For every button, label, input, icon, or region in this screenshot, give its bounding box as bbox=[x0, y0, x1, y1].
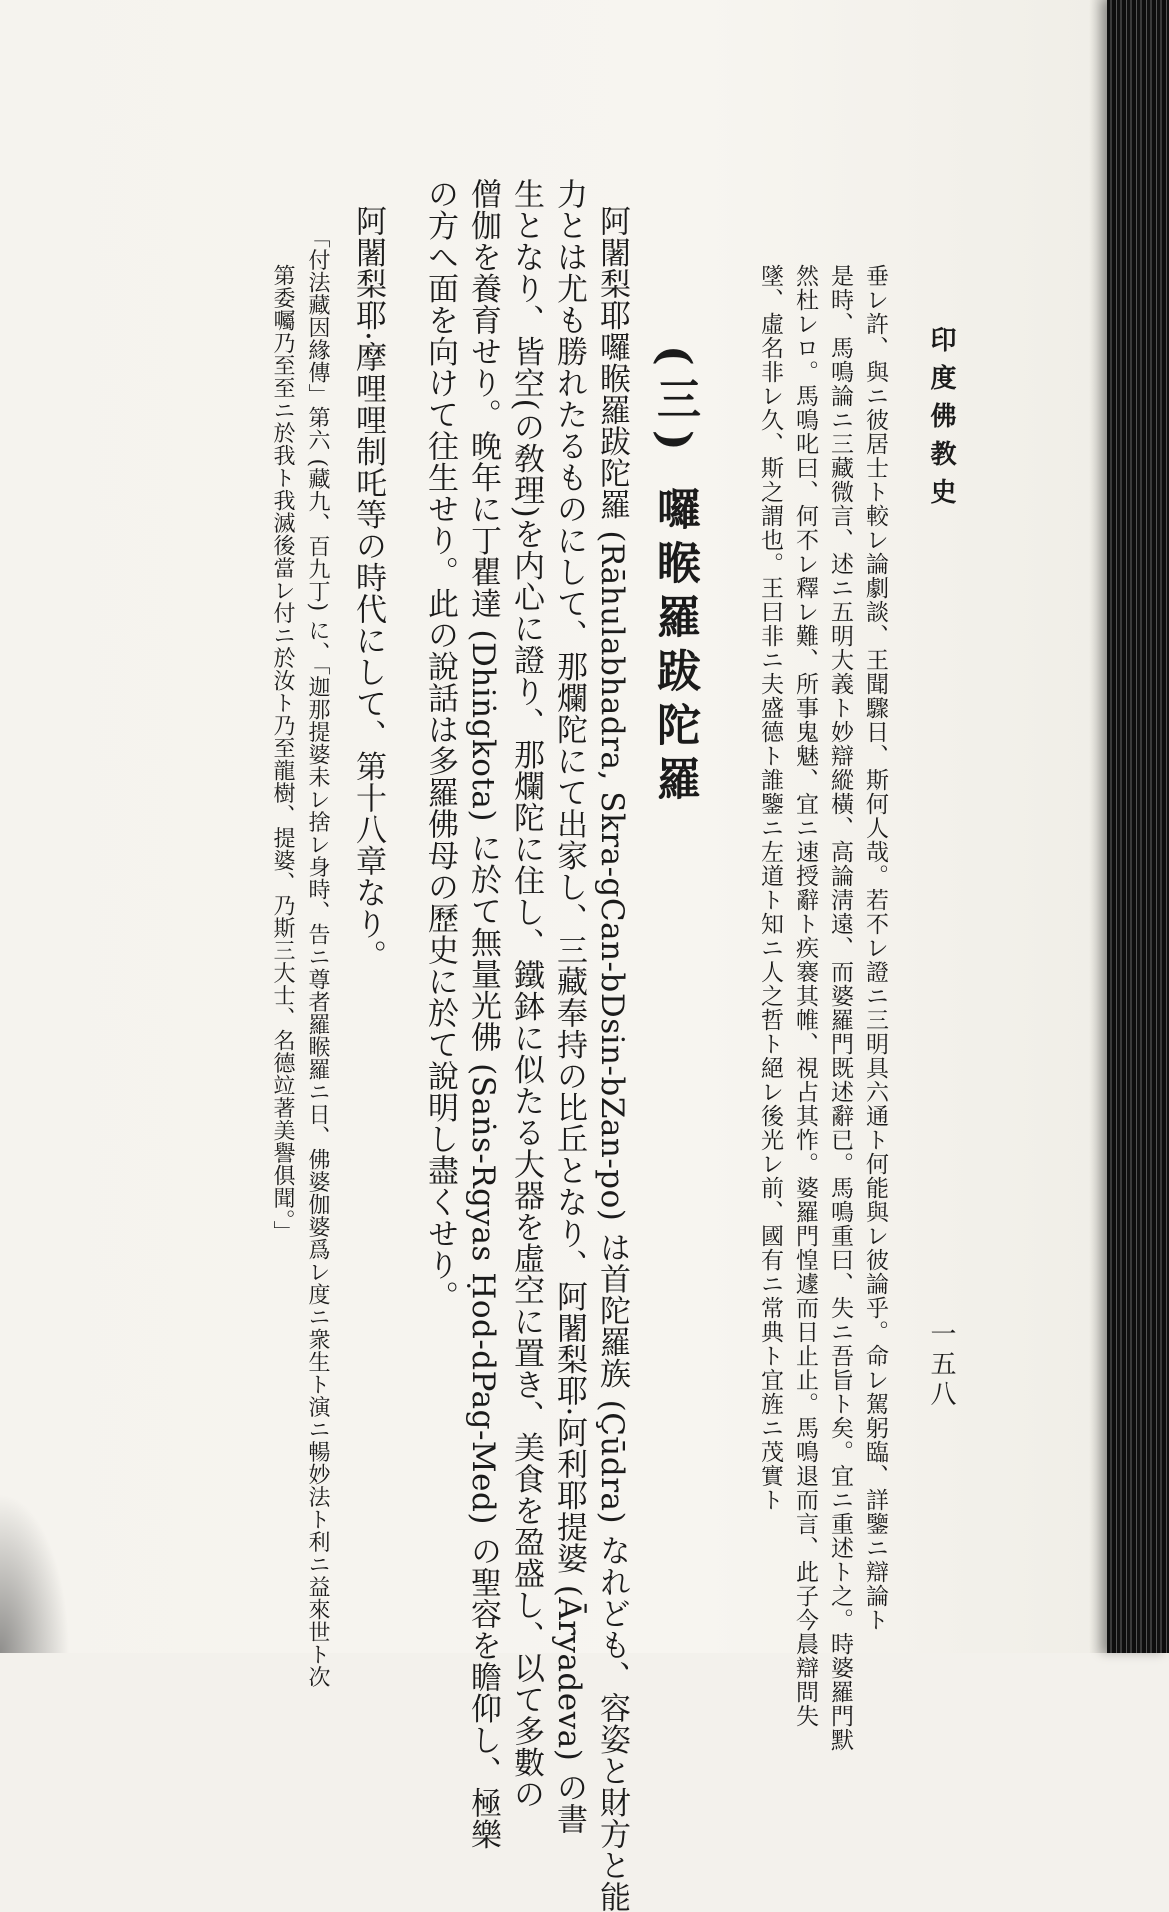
body-line: 生となり、皆空(の敎理)を内心に證り、那爛陀に住し、鐵鉢に似たる大器を虛空に置き、美食を盈盛し、以て多數の bbox=[508, 178, 544, 1810]
page-number: 一五八 bbox=[926, 1320, 956, 1410]
body-line: 阿闍梨耶囉睺羅跋陀羅 (Rāhulabhadra, Skra-gCan-bDsin-bZan-po) は首陀羅族 (Çūdra) なれども、容姿と財方と能 bbox=[594, 205, 630, 1912]
scan-smudge bbox=[0, 1493, 70, 1653]
footnote-line: 第委囑乃至至ニ於我ト我滅後當レ付ニ於汝ト乃至龍樹、提婆、乃斯三大士、名德竝著美譽俱聞。」 bbox=[270, 264, 295, 1243]
binding-shadow bbox=[1089, 0, 1107, 1653]
quote-line: 垂レ許、與ニ彼居士ト較レ論劇談、王聞驟日、斯何人哉。若不レ證ニ三明具六通ト何能與レ彼論乎。命レ駕躬臨、詳鑒ニ辯論ト bbox=[862, 264, 888, 1632]
footnote-line: 「付法藏因緣傳」第六 (藏九、百九丁) に、「迦那提婆未レ捨レ身時、告ニ尊者羅睺羅ニ日、佛婆伽婆爲レ度ニ衆生ト演ニ暢妙法ト利ニ益來世ト次 bbox=[305, 226, 330, 1689]
book-binding-edge bbox=[1107, 0, 1169, 1653]
body-line: 阿闍梨耶·摩哩哩制吒等の時代にして、第十八章なり。 bbox=[350, 205, 386, 972]
body-line: 力とは尤も勝れたるものにして、那爛陀にて出家し、三藏奉持の比丘となり、阿闍梨耶·阿利耶提婆 (Āryadeva) の書 bbox=[551, 178, 587, 1835]
body-line: 僧伽を養育せり。晚年に丁瞿達 (Dhiṅgkota) に於て無量光佛 (Saṅs-Rgyas Ḥod-dPag-Med) の聖容を瞻仰し、極樂 bbox=[465, 178, 501, 1851]
section-heading: (三) 囉睺羅跋陀羅 bbox=[649, 345, 700, 810]
quote-line: 然杜レロ。馬鳴叱曰、何不レ釋レ難、所事鬼魅、宜ニ速授辭ト疾褰其帷、視占其怍。婆羅門惶遽而日止止。馬鳴退而言、此子今晨辯問失 bbox=[792, 264, 818, 1728]
quote-line: 墜、虛名非レ久、斯之謂也。王曰非ニ夫盛德ト誰鑒ニ左道ト知ニ人之哲ト絕レ後光レ前、國有ニ常典ト宜旌ニ茂實ト bbox=[757, 264, 783, 1512]
running-header-title: 印度佛教史 bbox=[926, 326, 956, 516]
quote-line: 是時、馬鳴論ニ三藏微言、述ニ五明大義ト妙辯縱橫、高論淸遠、而婆羅門既述辭已。馬鳴重曰、失ニ吾旨ト矣。宜ニ重述ト之。時婆羅門默 bbox=[827, 264, 853, 1752]
body-line: の方へ面を向けて往生せり。此の說話は多羅佛母の歷史に於て說明し盡くせり。 bbox=[422, 178, 458, 1312]
